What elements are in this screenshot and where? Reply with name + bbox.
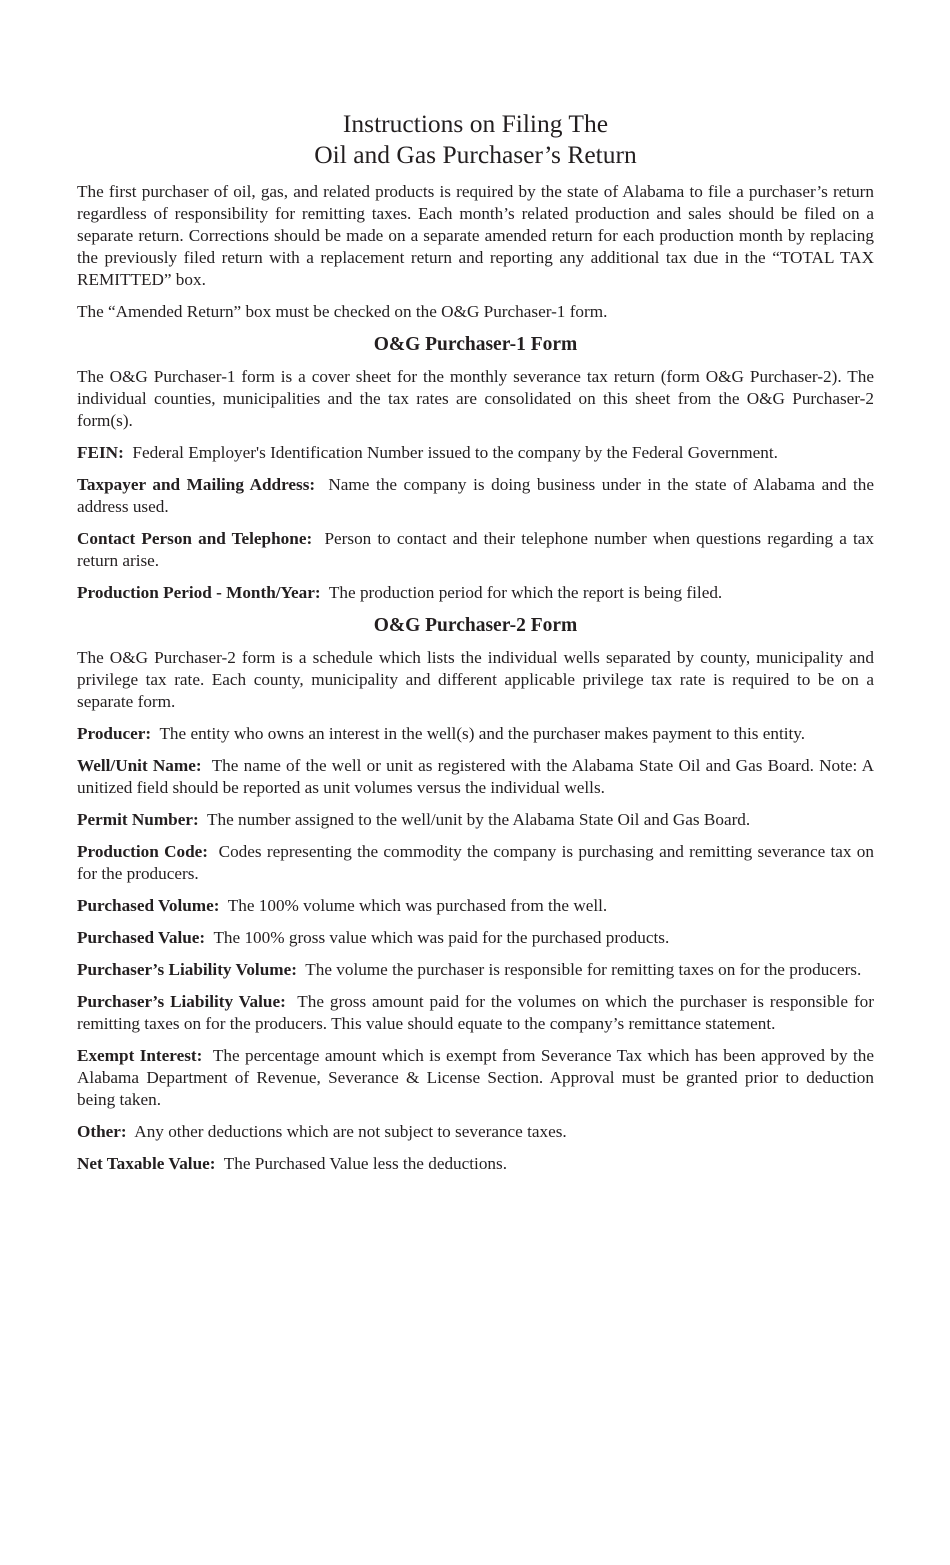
section-heading-purchaser-1: O&G Purchaser-1 Form xyxy=(373,334,578,355)
definition-permit-number xyxy=(77,809,874,831)
definition-text: The production period for which the report is being filed. xyxy=(328,583,723,602)
purchaser-1-description: The O&G Purchaser-1 form is a cover sheet for the monthly severance tax return (form O&G Purchaser-2). The individual counties, municipalities and the tax rates are consolidated on this sheet from the O&G Purchaser-2 form(s). xyxy=(77,367,874,430)
definition-liability-volume xyxy=(77,959,874,981)
definition-text: The 100% volume which was purchased from the well. xyxy=(227,896,608,915)
page-title xyxy=(77,108,874,170)
section-heading-purchaser-2: O&G Purchaser-2 Form xyxy=(373,615,578,636)
definition-taxpayer-address xyxy=(77,474,874,518)
definition-text: Name the company is doing business under in the state of Alabama and the address used. xyxy=(77,475,875,516)
definition-well-unit-name xyxy=(77,755,874,799)
definition-text: Federal Employer's Identification Number issued to the company by the Federal Government. xyxy=(132,443,778,462)
intro-paragraph: The first purchaser of oil, gas, and related products is required by the state of Alabama to file a purchaser’s return regardless of responsibility for remitting taxes. Each month’s related production and sales should be filed on a separate return. Corrections should be made on a separate amended return for each production month by replacing the previously filed return with a replacement return and reporting any additional tax due in the “TOTAL TAX REMITTED” box. xyxy=(77,182,874,289)
definition-term: Production Period - Month/Year: xyxy=(77,583,321,602)
definition-term: Purchased Volume: xyxy=(77,896,220,915)
definition-text: Codes representing the commodity the company is purchasing and remitting severance tax on for the producers. xyxy=(77,842,874,883)
definition-term: Permit Number: xyxy=(77,810,199,829)
definition-contact-person xyxy=(77,528,874,572)
definition-liability-value xyxy=(77,991,874,1035)
definition-text: The gross amount paid for the volumes on which the purchaser is responsible for remitting taxes on for the producers. This value should equate to the company’s remittance statement. xyxy=(77,992,874,1033)
definition-term: Contact Person and Telephone: xyxy=(77,529,313,548)
definition-purchased-volume xyxy=(77,895,874,917)
definition-text: The Purchased Value less the deductions. xyxy=(223,1154,507,1173)
definition-text: The percentage amount which is exempt from Severance Tax which has been approved by the Alabama Department of Revenue, Severance & License Section. Approval must be granted prior to deduction being taken. xyxy=(77,1046,874,1109)
definition-term: FEIN: xyxy=(77,443,124,462)
definition-purchased-value xyxy=(77,927,874,949)
definition-term: Purchaser’s Liability Value: xyxy=(77,992,286,1011)
definition-term: Production Code: xyxy=(77,842,209,861)
title-line-1: Instructions on Filing The xyxy=(342,109,609,138)
definition-term: Other: xyxy=(77,1122,127,1141)
definition-term: Net Taxable Value: xyxy=(77,1154,216,1173)
title-line-2: Oil and Gas Purchaser’s Return xyxy=(314,140,637,169)
instructions-page xyxy=(77,108,874,1185)
definition-text: The name of the well or unit as registered with the Alabama State Oil and Gas Board. Note: A unitized field should be reported as unit volumes versus the individual wells. xyxy=(77,756,874,797)
definition-production-period xyxy=(77,582,874,604)
definition-term: Producer: xyxy=(77,724,152,743)
amended-return-note: The “Amended Return” box must be checked on the O&G Purchaser-1 form. xyxy=(77,302,608,321)
definition-term: Taxpayer and Mailing Address: xyxy=(77,475,316,494)
definition-fein xyxy=(77,442,874,464)
definition-term: Purchased Value: xyxy=(77,928,206,947)
definition-producer xyxy=(77,723,874,745)
definition-text: The volume the purchaser is responsible for remitting taxes on for the producers. xyxy=(305,960,862,979)
definition-term: Purchaser’s Liability Volume: xyxy=(77,960,297,979)
purchaser-2-description: The O&G Purchaser-2 form is a schedule which lists the individual wells separated by county, municipality and privilege tax rate. Each county, municipality and different applicable privilege tax rate is required to be on a separate form. xyxy=(77,648,874,711)
definition-net-taxable-value xyxy=(77,1153,874,1175)
definition-text: Any other deductions which are not subject to severance taxes. xyxy=(134,1122,567,1141)
definition-text: The number assigned to the well/unit by the Alabama State Oil and Gas Board. xyxy=(207,810,751,829)
definition-term: Well/Unit Name: xyxy=(77,756,202,775)
definition-text: The 100% gross value which was paid for the purchased products. xyxy=(213,928,670,947)
definition-term: Exempt Interest: xyxy=(77,1046,203,1065)
definition-production-code xyxy=(77,841,874,885)
definition-text: Person to contact and their telephone number when questions regarding a tax return arise. xyxy=(77,529,874,570)
definition-text: The entity who owns an interest in the well(s) and the purchaser makes payment to this entity. xyxy=(159,724,806,743)
definition-exempt-interest xyxy=(77,1045,874,1111)
definition-other xyxy=(77,1121,874,1143)
